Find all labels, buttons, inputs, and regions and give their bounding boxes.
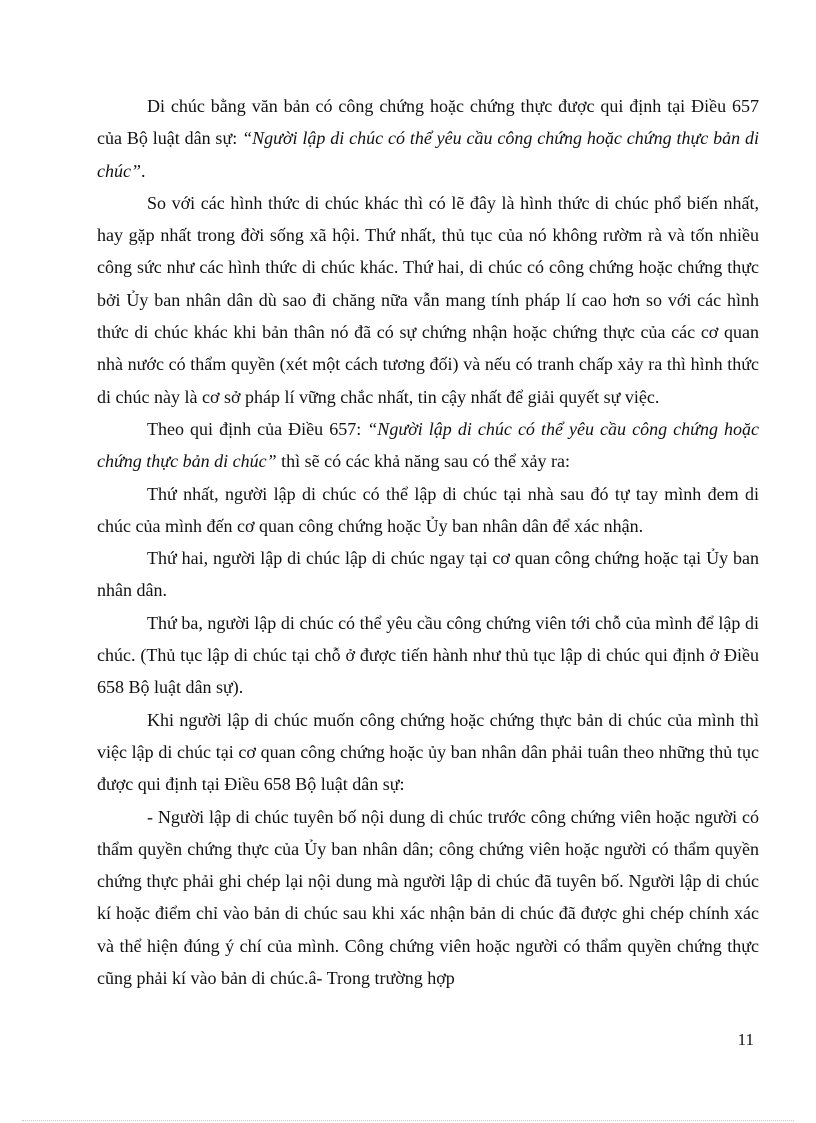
- text-run: Theo qui định của Điều 657:: [147, 418, 368, 439]
- italic-quote: “Người lập di chúc có thể yêu cầu công chứng hoặc chứng thực bản di chúc”: [97, 418, 759, 472]
- paragraph-6: [97, 607, 759, 704]
- text-run: Thứ nhất, người lập di chúc có thể lập di chúc tại nhà sau đó tự tay mình đem di chúc của mình đến cơ quan công chứng hoặc Ủy ban nhân dân để xác nhận.: [97, 483, 759, 536]
- text-run: thì sẽ có các khả năng sau có thể xảy ra:: [276, 451, 570, 472]
- paragraph-8: [97, 801, 759, 995]
- paragraph-4: [97, 478, 759, 543]
- text-run: - Người lập di chúc tuyên bố nội dung di chúc trước công chứng viên hoặc người có thẩm quyền chứng thực của Ủy ban nhân dân; công chứng viên hoặc người có thẩm quyền chứng thực phải ghi chép lại nội dung mà người lập di chúc đã tuyên bố. Người lập di chúc kí hoặc điểm chỉ vào bản di chúc sau khi xác nhận bản di chúc đã được ghi chép chính xác và thể hiện đúng ý chí của mình. Công chứng viên hoặc người có thẩm quyền chứng thực cũng phải kí vào bản di chúc.â- Trong trường hợp: [97, 806, 759, 989]
- text-run: So với các hình thức di chúc khác thì có lẽ đây là hình thức di chúc phổ biến nhất, hay gặp nhất trong đời sống xã hội. Thứ nhất, thủ tục của nó không rườm rà và tốn nhiều công sức như các hình thức di chúc khác. Thứ hai, di chúc có công chứng hoặc chứng thực bởi Ủy ban nhân dân dù sao đi chăng nữa vẫn mang tính pháp lí cao hơn so với các hình thức di chúc khác khi bản thân nó đã có sự chứng nhận hoặc chứng thực của các cơ quan nhà nước có thẩm quyền (xét một cách tương đối) và nếu có tranh chấp xảy ra thì hình thức di chúc này là cơ sở pháp lí vững chắc nhất, tin cậy nhất để giải quyết sự việc.: [97, 192, 759, 407]
- italic-quote: “Người lập di chúc có thể yêu cầu công chứng hoặc chứng thực bản di chúc”: [97, 128, 759, 181]
- paragraph-2: [97, 187, 759, 413]
- paragraph-5: [97, 542, 759, 607]
- text-run: .: [141, 160, 146, 181]
- text-run: Di chúc bằng văn bản có công chứng hoặc chứng thực được qui định tại Điều 657 của Bộ luật dân sự:: [97, 96, 759, 149]
- page-bottom-edge: [22, 1120, 794, 1121]
- page-number: 11: [737, 1030, 754, 1049]
- paragraph-3: [97, 413, 759, 478]
- text-run: Thứ ba, người lập di chúc có thể yêu cầu công chứng viên tới chỗ của mình để lập di chúc. (Thủ tục lập di chúc tại chỗ ở được tiến hành như thủ tục lập di chúc qui định ở Điều 658 Bộ luật dân sự).: [97, 612, 759, 698]
- text-run: Khi người lập di chúc muốn công chứng hoặc chứng thực bản di chúc của mình thì việc lập di chúc tại cơ quan công chứng hoặc ủy ban nhân dân phải tuân theo những thủ tục được qui định tại Điều 658 Bộ luật dân sự:: [97, 709, 759, 795]
- paragraph-1: [97, 90, 759, 187]
- paragraph-7: [97, 704, 759, 801]
- document-body: [97, 90, 759, 994]
- text-run: Thứ hai, người lập di chúc lập di chúc ngay tại cơ quan công chứng hoặc tại Ủy ban nhân dân.: [97, 548, 759, 601]
